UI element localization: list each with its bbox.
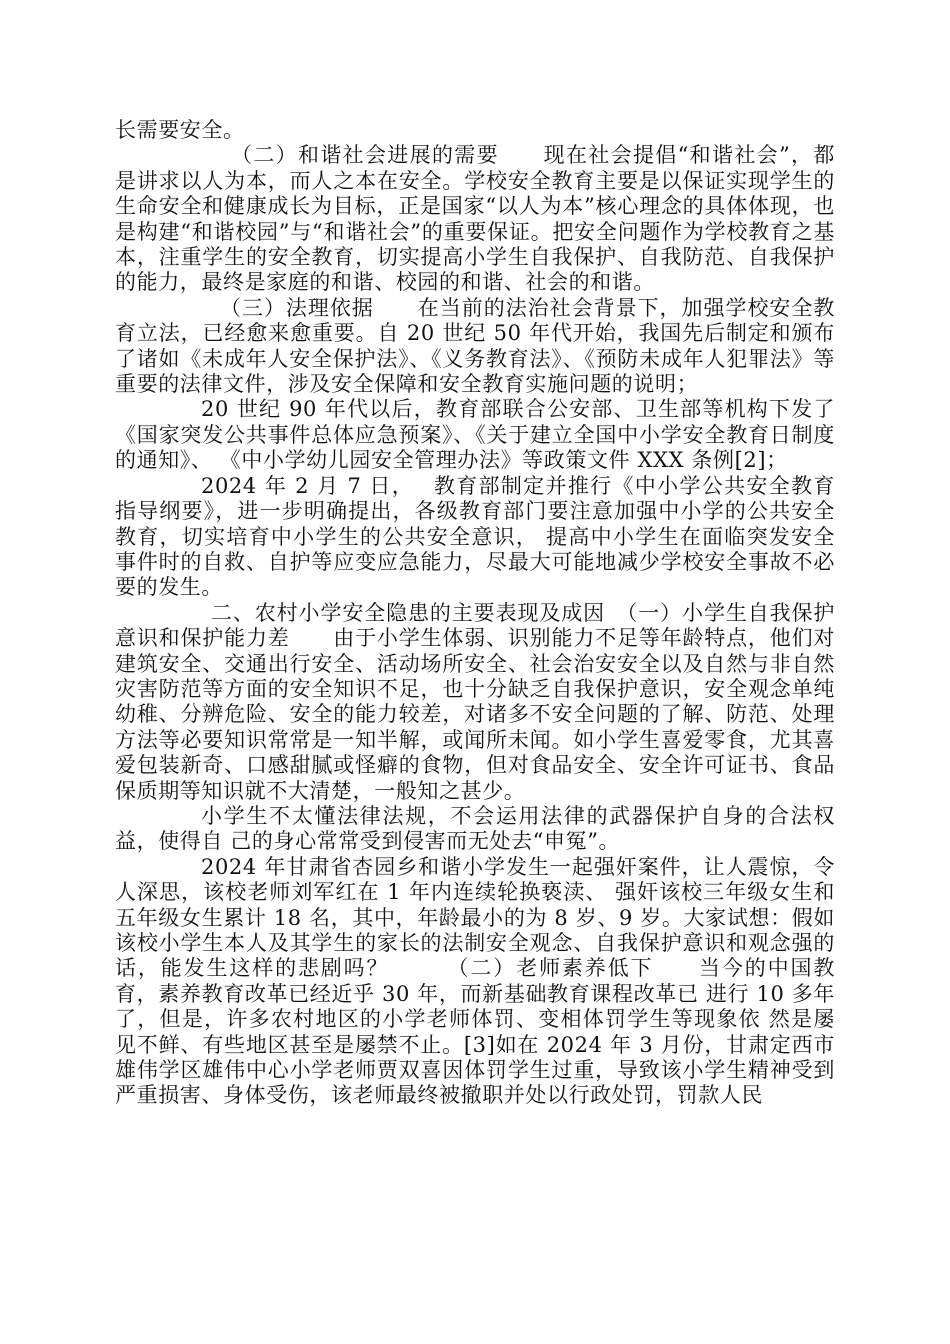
- paragraph-law-awareness: 小学生不太懂法律法规，不会运用法律的武器保护自身的合法权益，使得自 己的身心常常受到侵害而无处去“申冤”。: [115, 803, 835, 854]
- document-page: [115, 118, 835, 1109]
- paragraph-1990s-policies: 20 世纪 90 年代以后，教育部联合公安部、卫生部等机构下发了《国家突发公共事件总体应急预案》、《关于建立全国中小学安全教育日制度的通知》、 《中小学幼儿园安全管理办法》等政策文件 XXX 条例[2]；: [115, 397, 835, 473]
- paragraph-2024-guideline: 2024 年 2 月 7 日， 教育部制定并推行《中小学公共安全教育指导纲要》，进一步明确提出，各级教育部门要注意加强中小学的公共安全教育，切实培育中小学生的公共安全意识， 提高中小学生在面临突发安全事件时的自救、自护等应变应急能力，尽最大可能地减少学校安全事故不必要的发生。: [115, 473, 835, 600]
- paragraph-section-two: 二、农村小学安全隐患的主要表现及成因 （一）小学生自我保护意识和保护能力差 由于小学生体弱、识别能力不足等年龄特点，他们对建筑安全、交通出行安全、活动场所安全、社会治安安全以及自然与非自然灾害防范等方面的安全知识不足，也十分缺乏自我保护意识，安全观念单纯幼稚、分辨危险、安全的能力较差，对诸多不安全问题的了解、防范、处理方法等必要知识常常是一知半解，或闻所未闻。如小学生喜爱零食，尤其喜爱包装新奇、口感甜腻或怪癖的食物，但对食品安全、安全许可证书、食品保质期等知识就不大清楚，一般知之甚少。: [115, 600, 835, 803]
- paragraph-continuation: 长需要安全。: [115, 118, 245, 142]
- paragraph-legal-basis: （三）法理依据 在当前的法治社会背景下，加强学校安全教育立法，已经愈来愈重要。自 20 世纪 50 年代开始，我国先后制定和颁布了诸如《未成年人安全保护法》、《义务教育法》、《预防未成年人犯罪法》等重要的法律文件，涉及安全保障和安全教育实施问题的说明；: [115, 295, 835, 397]
- paragraph-case-and-teachers: 2024 年甘肃省杏园乡和谐小学发生一起强奸案件，让人震惊，令人深思，该校老师刘军红在 1 年内连续轮换亵渎、 强奸该校三年级女生和五年级女生累计 18 名，其中，年龄最小的为 8 岁、9 岁。大家试想：假如该校小学生本人及其学生的家长的法制安全观念、自我保护意识和观念强的话，能发生这样的悲剧吗？ （二）老师素养低下 当今的中国教育，素养教育改革已经近乎 30 年，而新基础教育课程改革已 进行 10 多年了，但是，许多农村地区的小学老师体罚、变相体罚学生等现象依 然是屡见不鲜、有些地区甚至是屡禁不止。[3]如在 2024 年 3 月份，甘肃定西市雄伟学区雄伟中心小学老师贾双喜因体罚学生过重，导致该小学生精神受到严重损害、身体受伤，该老师最终被撤职并处以行政处罚，罚款人民: [115, 854, 835, 1108]
- paragraph-harmonious-society: （二）和谐社会进展的需要 现在社会提倡“和谐社会”，都是讲求以人为本，而人之本在安全。学校安全教育主要是以保证实现学生的生命安全和健康成长为目标，正是国家“以人为本”核心理念的具体体现，也是构建“和谐校园”与“和谐社会”的重要保证。把安全问题作为学校教育之基本，注重学生的安全教育，切实提高小学生自我保护、自我防范、自我保护的能力，最终是家庭的和谐、校园的和谐、社会的和谐。: [115, 143, 835, 295]
